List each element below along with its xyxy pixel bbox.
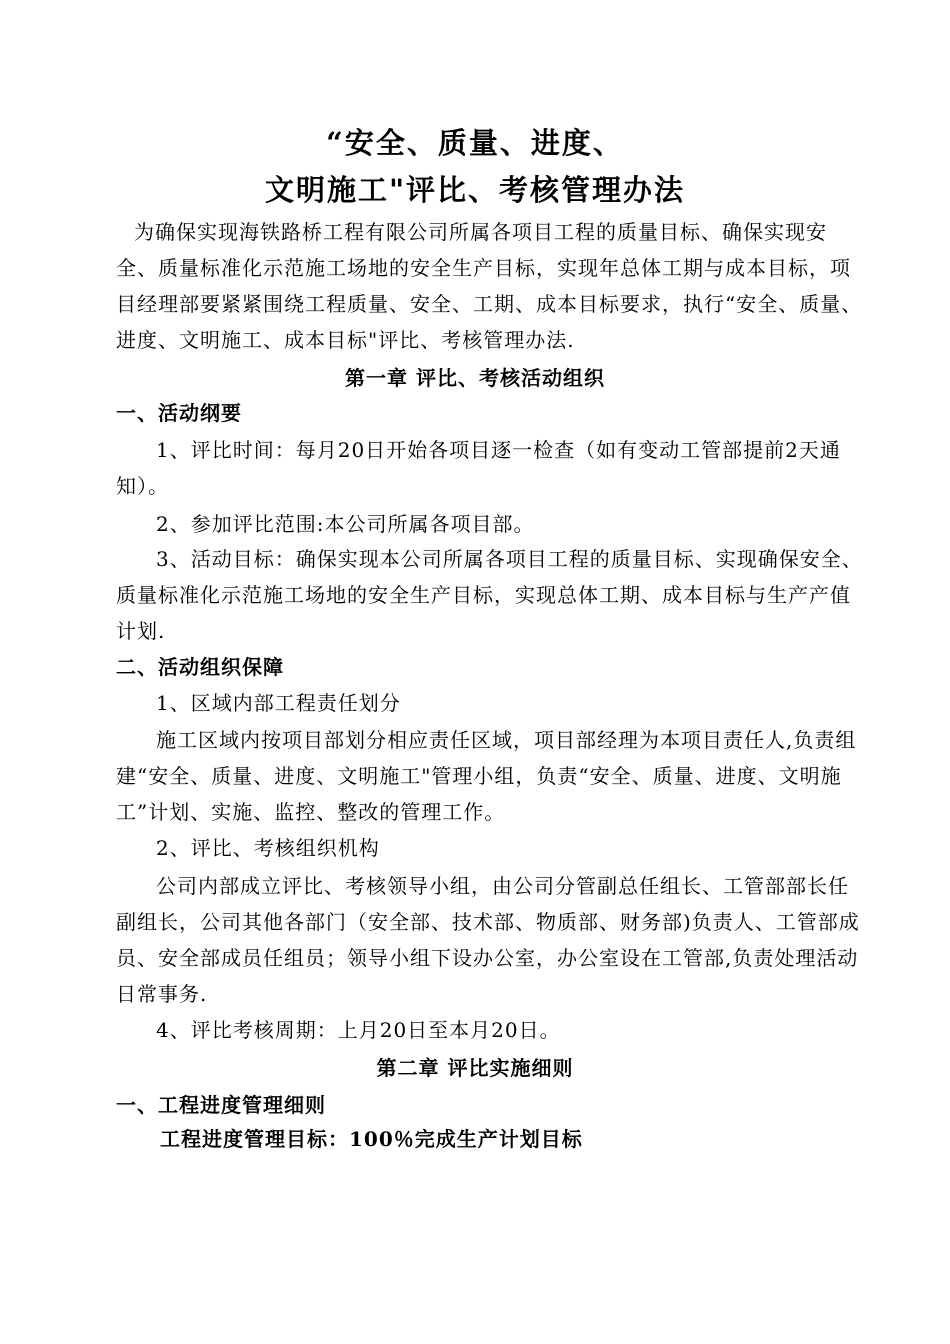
section1-item-3: 3、活动目标：确保实现本公司所属各项目工程的质量目标、实现确保安全、质量标准化示范施工场地的安全生产目标，实现总体工期、成本目标与生产产值计划. — [116, 547, 863, 643]
section2-sub1: 1、区域内部工程责任划分 — [156, 691, 401, 715]
section2-para1: 施工区域内按项目部划分相应责任区域，项目部经理为本项目责任人,负责组建“安全、质量、进度、文明施工"管理小组，负责“安全、质量、进度、文明施工”计划、实施、监控、整改的管理工作。 — [116, 728, 857, 824]
chapter1-heading: 第一章 评比、考核活动组织 — [345, 366, 605, 390]
document-title-line1: “安全、质量、进度、 — [326, 126, 624, 160]
section2-sub4: 4、评比考核周期：上月20日至本月20日。 — [156, 1018, 561, 1042]
chapter2-section1-heading: 一、工程进度管理细则 — [116, 1093, 326, 1117]
section2-sub2: 2、评比、考核组织机构 — [156, 836, 380, 860]
progress-goal: 工程进度管理目标：100％完成生产计划目标 — [160, 1127, 583, 1151]
section2-para2: 公司内部成立评比、考核领导小组，由公司分管副总任组长、工管部部长任副组长，公司其他各部门（安全部、技术部、物质部、财务部)负责人、工管部成员、安全部成员任组员；领导小组下设办公室，办公室设在工管部,负责处理活动日常事务. — [116, 874, 860, 1006]
intro-paragraph: 为确保实现海铁路桥工程有限公司所属各项目工程的质量目标、确保实现安全、质量标准化示范施工场地的安全生产目标，实现年总体工期与成本目标，项目经理部要紧紧围绕工程质量、安全、工期、成本目标要求，执行“安全、质量、进度、文明施工、成本目标"评比、考核管理办法. — [116, 220, 863, 352]
section1-item-2: 2、参加评比范围:本公司所属各项目部。 — [156, 512, 535, 536]
section1-item-1: 1、评比时间：每月20日开始各项目逐一检查（如有变动工管部提前2天通知）。 — [116, 438, 841, 498]
section2-heading: 二、活动组织保障 — [116, 655, 284, 679]
chapter2-heading: 第二章 评比实施细则 — [376, 1056, 574, 1080]
document-title-line2: 文明施工"评比、考核管理办法 — [264, 173, 686, 207]
section1-heading: 一、活动纲要 — [116, 401, 242, 425]
